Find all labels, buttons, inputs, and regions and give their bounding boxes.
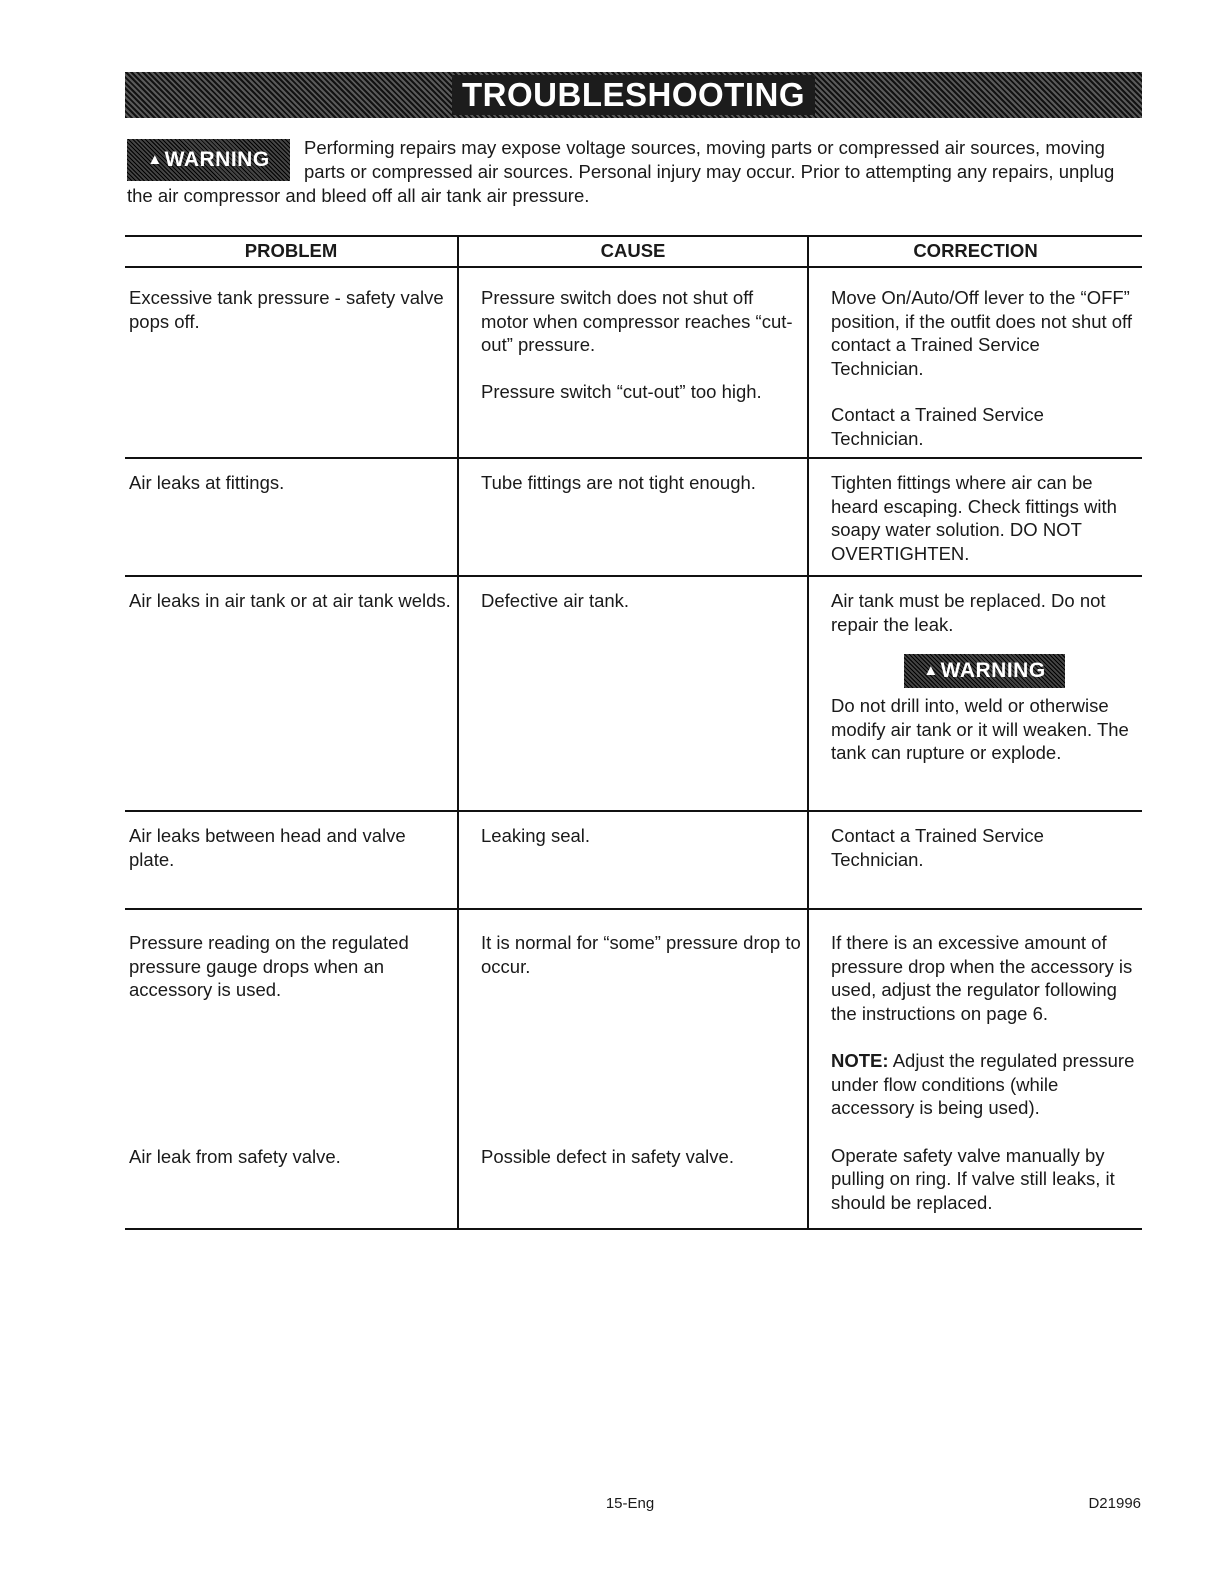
problem-cell: Pressure reading on the regulated pressure gauge drops when an accessory is used. Air leak from safety valve. <box>129 932 409 1167</box>
page-title: TROUBLESHOOTING <box>452 75 815 115</box>
cause-cell: Leaking seal. <box>457 812 807 908</box>
table-row <box>125 812 1142 910</box>
header-problem: PROBLEM <box>244 240 338 261</box>
note <box>831 1049 1140 1120</box>
warning-triangle-icon: ▲ <box>147 151 163 168</box>
problem-cell: Air leaks in air tank or at air tank welds. <box>129 590 451 611</box>
header-cause: CAUSE <box>457 237 807 266</box>
warning-badge: ▲ WARNING <box>127 139 290 181</box>
cause-cell: Defective air tank. <box>457 577 807 810</box>
cause-cell: It is normal for “some” pressure drop to occur. Possible defect in safety valve. <box>457 910 807 1228</box>
correction-cell: Tighten fittings where air can be heard escaping. Check fittings with soapy water solution. DO NOT OVERTIGHTEN. <box>807 459 1142 575</box>
correction-cell: Air tank must be replaced. Do not repair the leak. ▲ WARNING Do not drill into, weld or otherwise modify air tank or it will weaken. The tank can rupture or explode. <box>807 577 1142 810</box>
note-text: Adjust the regulated pressure under flow conditions (while accessory is being used). <box>831 1050 1135 1118</box>
correction-cell: If there is an excessive amount of pressure drop when the accessory is used, adjust the regulator following the instructions on page 6. NOTE: Adjust the regulated pressure under flow conditions (while accessory is being used). Operate safety valve manually by pulling on ring. If valve still leaks, it should be replaced. <box>807 910 1142 1228</box>
warning-text: Performing repairs may expose voltage sources, moving parts or compressed air sources, moving parts or compressed air sources. Personal injury may occur. Prior to attempting any repairs, unplug the air compressor and bleed off all air tank air pressure. <box>127 137 1115 206</box>
cause-cell: Tube fittings are not tight enough. <box>457 459 807 575</box>
note-label: NOTE: <box>831 1050 889 1071</box>
table-row <box>125 910 1142 1230</box>
table-row <box>125 268 1142 459</box>
problem-cell: Air leaks at fittings. <box>129 472 285 493</box>
inline-warning-text: Do not drill into, weld or otherwise modify air tank or it will weaken. The tank can rupture or explode. <box>831 695 1129 763</box>
table-header <box>125 235 1142 268</box>
table-row <box>125 577 1142 812</box>
troubleshooting-table <box>125 235 1142 1230</box>
page-number: 15-Eng <box>605 1495 655 1512</box>
warning-intro <box>127 136 1127 208</box>
header-correction: CORRECTION <box>807 237 1142 266</box>
document-code: D21996 <box>1088 1495 1141 1512</box>
cause-cell: Pressure switch does not shut off motor when compressor reaches “cut-out” pressure. Pressure switch “cut-out” too high. <box>457 268 807 457</box>
problem-cell: Excessive tank pressure - safety valve pops off. <box>129 287 444 332</box>
inline-warning <box>831 654 1138 688</box>
warning-triangle-icon: ▲ <box>923 662 939 680</box>
title-banner <box>125 72 1142 118</box>
warning-badge: ▲ WARNING <box>904 654 1065 688</box>
correction-cell: Move On/Auto/Off lever to the “OFF” position, if the outfit does not shut off contact a Trained Service Technician. Contact a Trained Service Technician. <box>807 268 1142 457</box>
correction-cell: Contact a Trained Service Technician. <box>807 812 1142 908</box>
table-row <box>125 459 1142 577</box>
problem-cell: Air leaks between head and valve plate. <box>129 825 406 870</box>
